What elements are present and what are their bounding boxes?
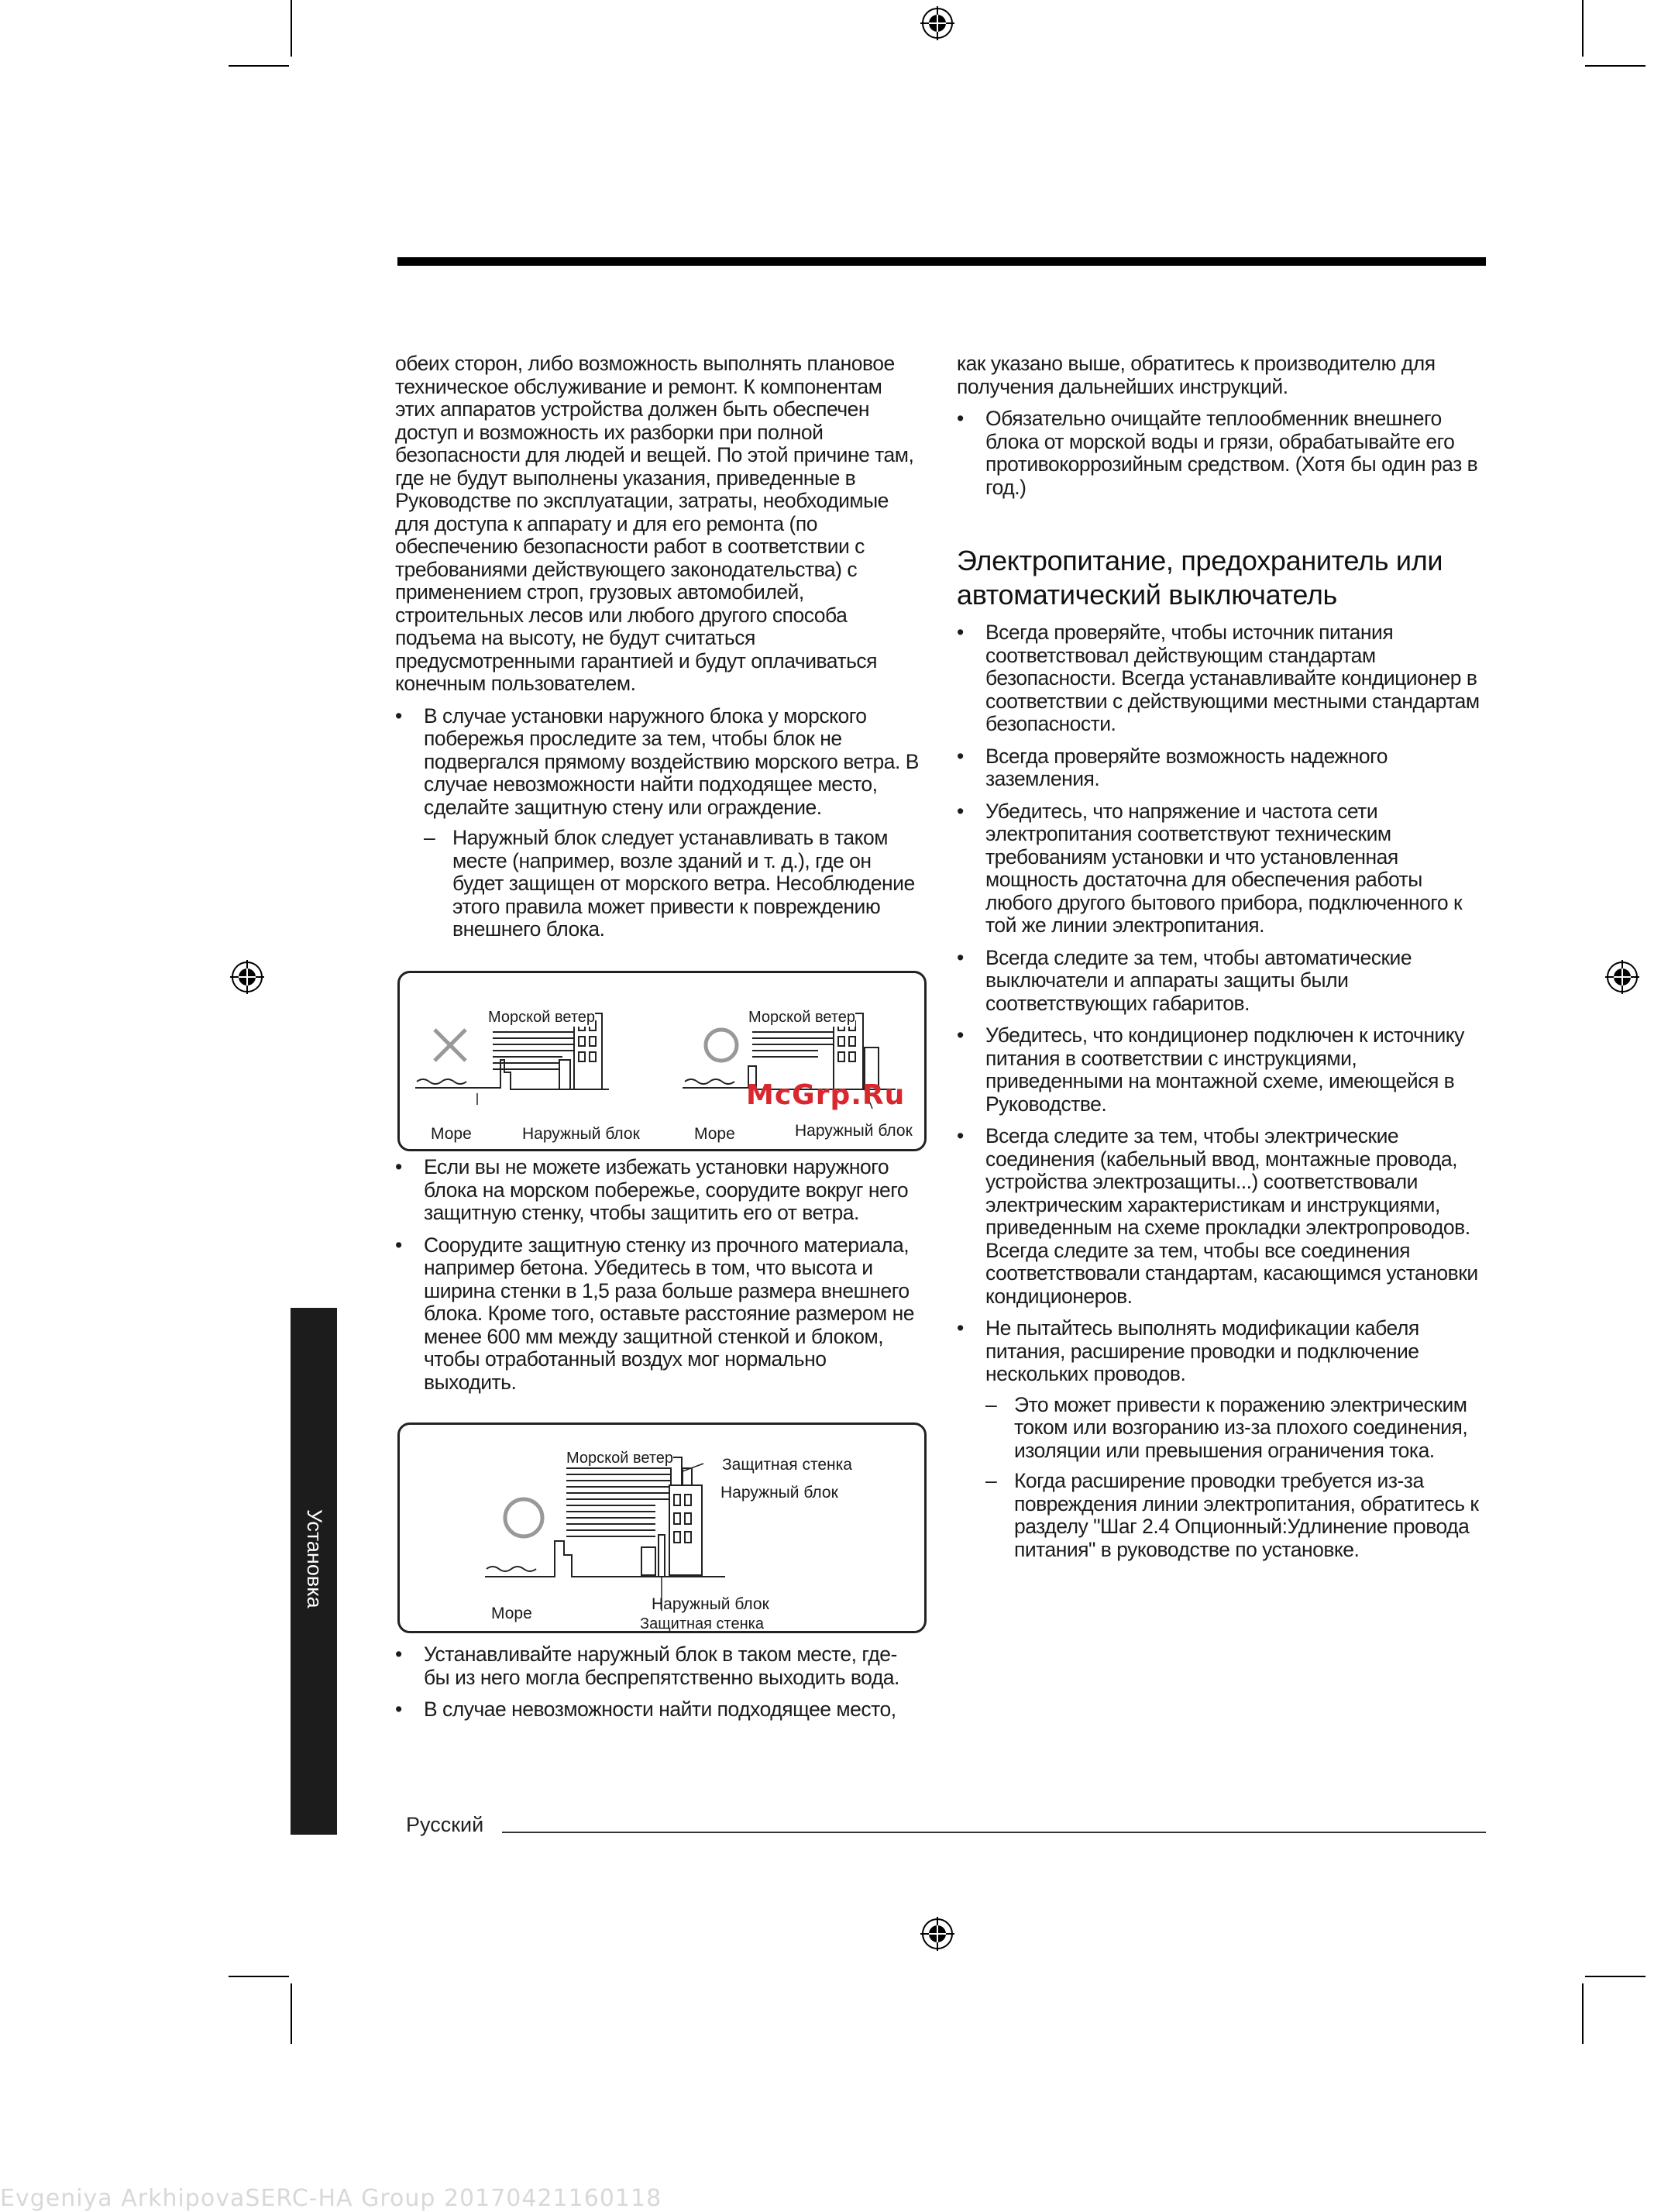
unit-label-right: Наружный блок <box>795 1122 913 1140</box>
print-watermark: Evgeniya ArkhipovaSERC-HA Group 20170421160118 <box>0 2185 662 2212</box>
correct-mark-icon <box>706 1030 737 1061</box>
crop-mark <box>1582 0 1584 57</box>
wind-lines <box>566 1468 671 1536</box>
sea-label-left: Море <box>431 1125 472 1143</box>
registration-mark-icon <box>230 960 264 994</box>
crop-mark <box>1585 65 1646 67</box>
right-column <box>957 353 1486 1561</box>
continuation-paragraph-right: как указано выше, обратитесь к производителю для получения дальнейших инструкций. <box>957 352 1436 398</box>
bullet-protective-wall: • Если вы не можете избежать установки наружного блока на морском побережье, соорудите вокруг него защитную стенку, чтобы защитить его от ветра. <box>395 1156 922 1225</box>
unit-label-bottom: Наружный блок <box>652 1595 769 1613</box>
watermark-site-logo: McGrp.Ru <box>746 1079 906 1111</box>
wind-label-left: Морской ветер <box>488 1009 595 1026</box>
bullet-breakers: • Всегда следите за тем, чтобы автоматические выключатели и аппараты защиты были соответствующих габаритов. <box>957 947 1486 1016</box>
wind-lines-right <box>752 1026 834 1057</box>
figure-protective-wall <box>397 1422 927 1633</box>
left-column-upper <box>395 353 922 941</box>
section-side-tab <box>291 1308 337 1835</box>
unit-label-top: Наружный блок <box>720 1484 838 1502</box>
continuation-paragraph: обеих сторон, либо возможность выполнять плановое техническое обслуживание и ремонт. К компонентам этих аппаратов устройства должен быть обеспечен доступ и возможность их разборки при полной безопасности для людей и вещей. По этой причине там, где не будут выполнены указания, приведенные в Руководстве по эксплуатации, затраты, необходимые для доступа к аппарату и для его ремонта (по обеспечению безопасности работ в соответствии с требованиями действующего законодательства) с применением строп, грузовых автомобилей, строительных лесов или любого другого способа подъема на высоту, не будут считаться предусмотренными гарантией и будут оплачиваться конечным пользователем. <box>395 352 914 695</box>
wall-label-bottom: Защитная стенка <box>640 1615 764 1632</box>
wall-label-top: Защитная стенка <box>722 1456 852 1474</box>
sea-label: Море <box>491 1605 532 1622</box>
dash-item-shock-risk: – Это может привести к поражению электрическим током или возгоранию из-за плохого соединения, изоляции или превышения ограничения тока. <box>985 1392 1468 1462</box>
side-tab-label: Установка <box>303 1509 326 1608</box>
crop-mark <box>291 0 292 57</box>
crop-mark <box>229 65 289 67</box>
registration-mark-icon <box>920 1917 954 1951</box>
left-column-middle <box>395 1156 922 1394</box>
bullet-clean-exchanger: • Обязательно очищайте теплообменник внешнего блока от морской воды и грязи, обрабатывайте его противокоррозийным средством. (Хотя бы один раз в год.) <box>957 408 1486 499</box>
figure-sea-wind-placement <box>397 971 927 1151</box>
crop-mark <box>1582 1983 1584 2044</box>
dash-item-building-protection: – Наружный блок следует устанавливать в таком месте (например, возле зданий и т. д.), где он будет защищен от морского ветра. Несоблюдение этого правила может привести к повреждению внешнего блока. <box>424 826 915 941</box>
bullet-water-drain: • Устанавливайте наружный блок в таком месте, где-бы из него могла беспрепятственно выходить вода. <box>395 1643 922 1689</box>
crop-mark <box>291 1983 292 2044</box>
bullet-grounding: • Всегда проверяйте возможность надежного заземления. <box>957 745 1486 791</box>
bullet-wiring-diagram: • Убедитесь, что кондиционер подключен к источнику питания в соответствии с инструкциями, приведенными на монтажной схеме, имеющейся в Руководстве. <box>957 1024 1486 1116</box>
bullet-power-standards: • Всегда проверяйте, чтобы источник питания соответствовал действующим стандартам безопасности. Всегда устанавливайте кондиционер в соответствии с действующими местными стандартам безопасности. <box>957 621 1486 736</box>
wind-label-right: Морской ветер <box>748 1009 855 1026</box>
left-column-lower <box>395 1643 922 1722</box>
bullet-sea-coast: • В случае установки наружного блока у морского побережья проследите за тем, чтобы блок не подвергался прямому воздействию морского ветра. В случае невозможности найти подходящее место, сделайте защитную стену или ограждение. <box>395 705 922 820</box>
dash-item-extension: – Когда расширение проводки требуется из-за повреждения линии электропитания, обратитесь к разделу "Шаг 2.4 Опционный:Удлинение провода питания" в руководстве по установке. <box>985 1469 1479 1561</box>
registration-mark-icon <box>1605 960 1639 994</box>
footer-rule <box>502 1832 1486 1833</box>
wind-label: Морской ветер <box>566 1450 673 1467</box>
correct-mark-icon <box>505 1499 542 1536</box>
section-heading-power: Электропитание, предохранитель или автоматический выключатель <box>957 545 1443 611</box>
bullet-electrical-connections: • Всегда следите за тем, чтобы электрические соединения (кабельный ввод, монтажные провода, устройства электрозащиты...) соответствовали электрическим характеристикам и инструкциями, приведенным на схеме прокладки электропроводов. Всегда следите за тем, чтобы все соединения соответствовали стандартам, касающимся установки кондиционеров. <box>957 1125 1486 1308</box>
bullet-wall-material: • Соорудите защитную стенку из прочного материала, например бетона. Убедитесь в том, что высота и ширина стенки в 1,5 раза больше размера внешнего блока. Кроме того, оставьте расстояние размером не менее 600 мм между защитной стенкой и блоком, чтобы отработанный воздух мог нормально выходить. <box>395 1234 922 1395</box>
unit-label-left: Наружный блок <box>522 1125 640 1143</box>
sea-label-right: Море <box>694 1125 735 1143</box>
crop-mark <box>1585 1976 1646 1977</box>
registration-mark-icon <box>920 6 954 40</box>
footer-language: Русский <box>406 1813 484 1836</box>
bullet-voltage-frequency: • Убедитесь, что напряжение и частота сети электропитания соответствуют техническим требованиям установки и что установленная мощность достаточна для обеспечения работы любого другого бытового прибора, подключенного к той же линии электропитания. <box>957 800 1486 937</box>
header-rule <box>397 257 1486 266</box>
crop-mark <box>229 1976 289 1977</box>
bullet-no-place: • В случае невозможности найти подходящее место, <box>395 1698 922 1722</box>
bullet-no-modification: • Не пытайтесь выполнять модификации кабеля питания, расширение проводки и подключение нескольких проводов. <box>957 1317 1486 1386</box>
